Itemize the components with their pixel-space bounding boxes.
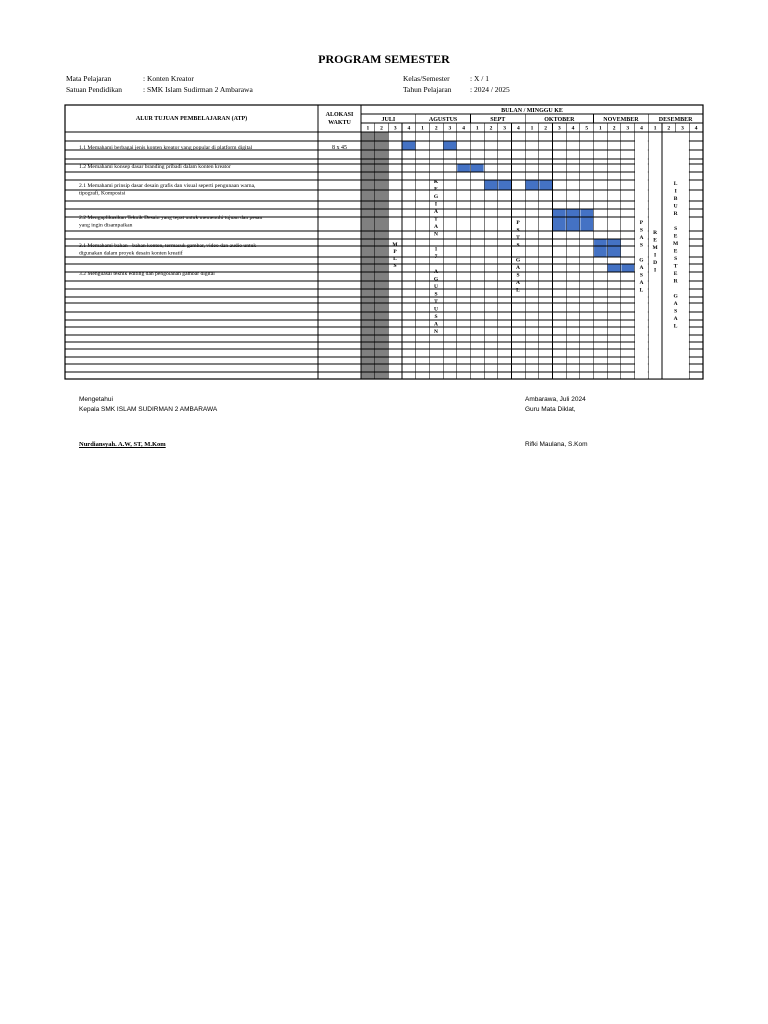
atp-text: 3.1 Memahami bahan - bahan konten, termasuk gambar, video dan audio untuk (79, 243, 257, 249)
libur-label: S (674, 308, 678, 315)
libur-label: L (673, 323, 678, 330)
week-number: 4 (694, 125, 698, 132)
psas-label: S (639, 227, 643, 234)
atp-text: 1.2 Memahami konsep dasar branding pribadi dalam konten kreator (79, 164, 231, 170)
psas-label: G (639, 257, 644, 264)
libur-label: E (673, 233, 678, 240)
remidi-label: M (652, 245, 658, 251)
mpls-label: P (393, 249, 397, 255)
libur-label: S (674, 226, 678, 232)
schedule-cell (444, 142, 457, 151)
alokasi-header: ALOKASI (325, 112, 354, 118)
teacher-title: Guru Mata Diklat, (525, 406, 576, 413)
schedule-cell (457, 165, 470, 173)
libur-label: T (673, 263, 678, 270)
week-number: 3 (557, 125, 561, 132)
principal-title: Kepala SMK ISLAM SUDIRMAN 2 AMBARAWA (79, 406, 218, 413)
kegiatan-label: E (434, 186, 438, 193)
week-number: 3 (393, 125, 397, 132)
kegiatan-label: N (434, 329, 438, 335)
kegiatan-label: K (433, 179, 439, 185)
schedule-cell (403, 142, 416, 151)
week-number: 4 (462, 125, 465, 132)
libur-label: I (674, 188, 677, 195)
atp-text: yang ingin disampaikan (79, 222, 133, 229)
psas-label: A (639, 235, 644, 241)
approval-label: Mengetahui (79, 396, 113, 403)
mpls-label: L (393, 256, 397, 262)
merged-column (635, 133, 648, 379)
schedule-cell (526, 181, 539, 191)
atp-text: 1.1 Memahami berbagai jenis konten kreator yang popular di platform digital (79, 145, 253, 151)
schedule-cell (567, 210, 580, 232)
month-header: DESEMBER (658, 117, 693, 123)
week-number: 1 (653, 125, 657, 132)
subject-label: Mata Pelajaran (66, 74, 112, 83)
psas-label: A (639, 265, 644, 271)
kegiatan-label: A (434, 321, 438, 328)
subject-value: : Konten Kreator (143, 74, 194, 83)
atp-text: 2.1 Memahami prinsip dasar desain grafis dan visual seperti pengunaan warna, (79, 183, 256, 189)
month-header: AGUSTUS (428, 117, 458, 123)
schedule-cell (498, 181, 511, 191)
page-title: PROGRAM SEMESTER (318, 52, 450, 66)
psts-label: A (516, 265, 520, 271)
schedule-cell (539, 181, 552, 191)
principal-name: Nurdiansyah. A.W, ST, M.Kom (79, 441, 166, 448)
alokasi-value: 8 x 45 (332, 145, 347, 151)
libur-label: G (673, 293, 678, 300)
week-number: 4 (407, 125, 411, 132)
psas-label: A (639, 280, 644, 286)
week-number: 1 (421, 125, 424, 132)
kegiatan-label: G (433, 276, 439, 283)
kegiatan-label: T (434, 216, 438, 223)
mpls-label: M (392, 242, 398, 248)
month-header: JULI (381, 117, 396, 123)
mpls-label: S (393, 263, 397, 269)
psts-label: T (516, 235, 520, 241)
psas-label: S (639, 242, 643, 249)
kegiatan-label: 7 (434, 254, 438, 260)
schedule-cell (580, 210, 593, 232)
kegiatan-label: S (434, 291, 438, 298)
libur-label: A (673, 301, 678, 307)
month-header: OKTOBER (544, 117, 575, 123)
schedule-cell (608, 240, 621, 258)
libur-label: E (673, 248, 678, 255)
remidi-label: I (654, 252, 657, 259)
week-number: 3 (681, 125, 684, 132)
libur-label: A (673, 316, 678, 322)
school-value: : SMK Islam Sudirman 2 Ambarawa (143, 85, 253, 94)
atp-text: digunakan dalam proyek desain konten kreatif (79, 250, 183, 257)
schedule-cell (553, 210, 566, 232)
week-number: 2 (489, 125, 493, 132)
bulan-header: BULAN / MINGGU KE (501, 108, 563, 114)
libur-label: L (673, 181, 678, 187)
week-number: 1 (475, 125, 479, 132)
week-number: 3 (503, 125, 507, 132)
kegiatan-label: 1 (434, 246, 438, 253)
year-label: Tahun Pelajaran (403, 85, 452, 94)
kegiatan-label: G (433, 194, 439, 200)
psts-label: P (516, 220, 520, 226)
teacher-name: Rifki Maulana, S.Kom (525, 441, 588, 448)
week-number: 1 (530, 125, 534, 132)
week-number: 2 (667, 125, 671, 132)
libur-label: E (673, 271, 678, 277)
class-value: : X / 1 (470, 74, 489, 83)
remidi-label: E (653, 237, 657, 244)
atp-text: 2.2 Mengaplikasikan Teknik Desain yang tepat untuk memenuhi tujuan dan pesan (79, 215, 263, 221)
kegiatan-label: T (434, 299, 438, 305)
psas-label: P (639, 220, 644, 226)
schedule-cell (608, 265, 621, 273)
psts-label: A (516, 280, 520, 286)
remidi-label: R (653, 230, 658, 236)
schedule-cell (485, 181, 498, 191)
psas-label: S (639, 272, 643, 279)
week-number: 2 (612, 125, 616, 132)
class-label: Kelas/Semester (403, 74, 450, 83)
week-number: 2 (434, 125, 438, 132)
week-number: 3 (448, 125, 452, 132)
school-label: Satuan Pendidikan (66, 85, 123, 94)
libur-label: B (673, 196, 678, 202)
libur-label: M (673, 241, 679, 247)
week-number: 1 (599, 125, 602, 132)
kegiatan-label: N (434, 231, 438, 238)
libur-label: U (673, 203, 678, 210)
psas-label: L (639, 287, 644, 294)
kegiatan-label: U (434, 306, 438, 313)
week-number: 4 (571, 125, 575, 132)
remidi-label: D (653, 260, 658, 266)
psts-label: G (515, 257, 521, 264)
kegiatan-label: S (434, 314, 438, 320)
schedule-cell (471, 165, 484, 173)
libur-label: S (674, 256, 678, 262)
week-number: 2 (380, 125, 383, 132)
libur-label: R (673, 278, 678, 285)
month-header: SEPT (490, 117, 506, 123)
psts-label: S (516, 242, 520, 249)
kegiatan-label: A (434, 209, 438, 215)
libur-label: R (673, 211, 678, 217)
week-number: 1 (366, 125, 370, 132)
psts-label: S (516, 227, 520, 234)
place-date: Ambarawa, Juli 2024 (525, 396, 586, 403)
week-number: 5 (585, 125, 589, 132)
week-number: 4 (516, 125, 520, 132)
week-number: 3 (626, 125, 630, 132)
atp-text: 3.2 Menguasai teknik editing dan pengolahan gambar digital (79, 271, 215, 277)
year-value: : 2024 / 2025 (470, 85, 510, 94)
kegiatan-label: A (434, 224, 438, 230)
schedule-cell (621, 265, 634, 273)
schedule-cell (594, 240, 607, 258)
week-number: 2 (544, 125, 548, 132)
psts-label: L (516, 287, 520, 294)
kegiatan-label: U (434, 284, 438, 290)
month-header: NOVEMBER (603, 117, 639, 123)
atp-header: ALUR TUJUAN PEMBELAJARAN (ATP) (135, 116, 248, 122)
psts-label: S (516, 272, 520, 279)
kegiatan-label: A (434, 269, 438, 275)
alokasi-header: WAKTU (328, 120, 351, 126)
remidi-label: I (654, 267, 657, 274)
atp-text: tipografi, Komposisi (79, 190, 126, 197)
week-number: 4 (640, 125, 643, 132)
kegiatan-label: I (434, 201, 438, 208)
